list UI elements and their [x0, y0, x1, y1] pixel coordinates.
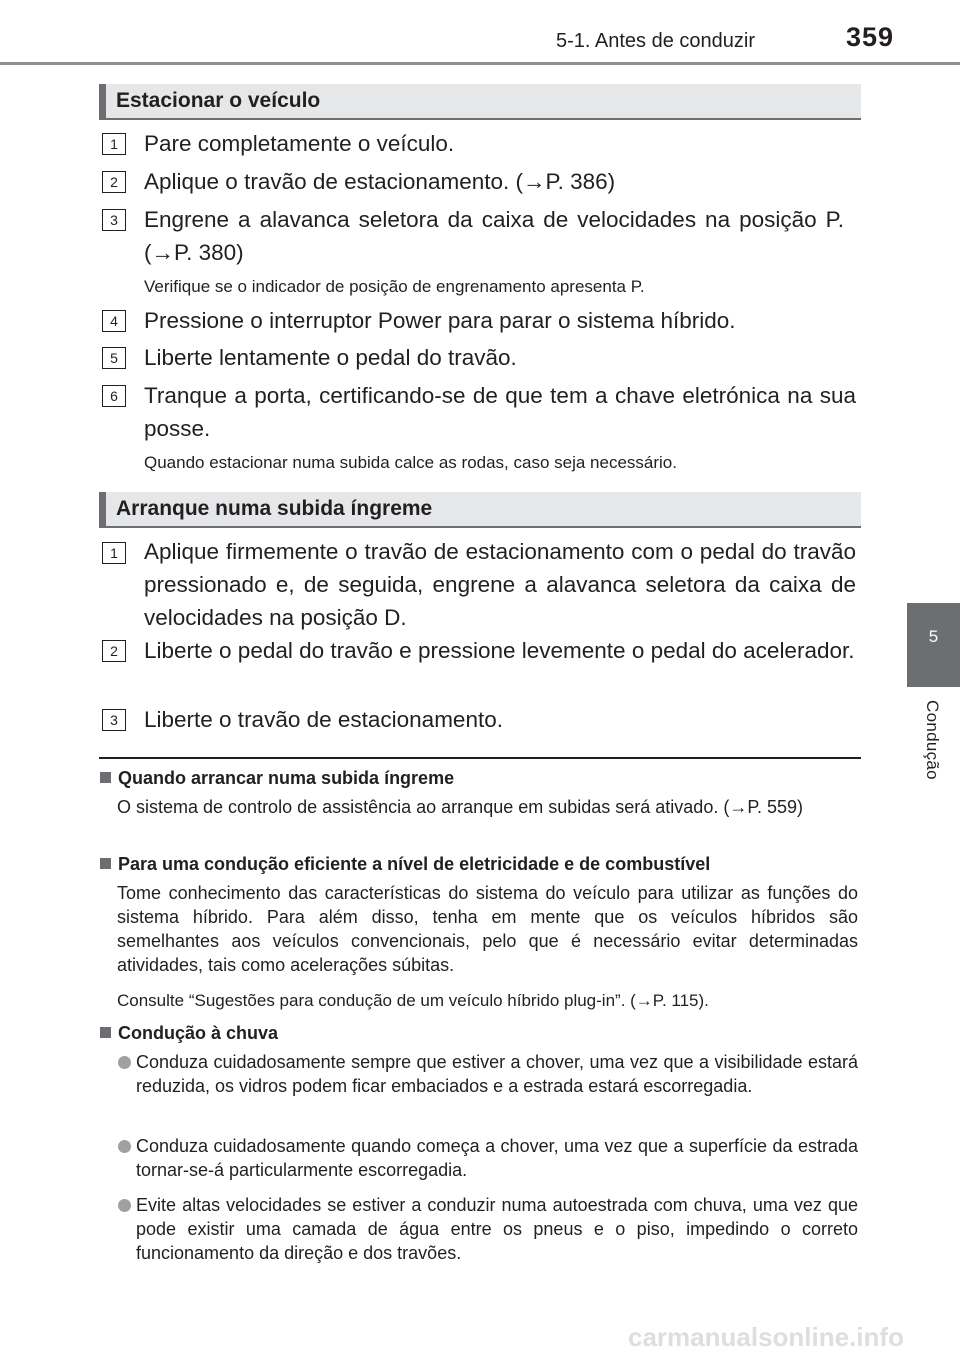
note-extra: Consulte “Sugestões para condução de um veículo híbrido plug-in”. (→P. 115). [117, 991, 709, 1010]
note-title: Quando arrancar numa subida íngreme [118, 768, 455, 788]
section-heading-uphill [99, 492, 861, 528]
step-note: Verifique se o indicador de posição de engrenamento apresenta P. [144, 277, 645, 296]
chapter-tab[interactable] [907, 603, 960, 687]
bullet-dot-icon [118, 1199, 131, 1212]
section-heading-parking [99, 84, 861, 120]
step-text: Liberte o pedal do travão e pressione levemente o pedal do acelerador. [144, 638, 855, 663]
note-body: Tome conhecimento das características do sistema do veículo para utilizar as funções do sistema híbrido. Para além disso, tenha em mente que os veículos híbridos são semelhantes aos veículos convencionais, pelo que é necessário evitar determinadas atividades, tais como acelerações súbitas. [117, 883, 858, 975]
chapter-number: 5 [928, 627, 939, 646]
note-title: Condução à chuva [118, 1023, 279, 1043]
bullet-text: Conduza cuidadosamente sempre que estiver a chover, uma vez que a visibilidade estará reduzida, os vidros podem ficar embaciados e a estrada estará escorregadia. [136, 1052, 858, 1096]
step-text: Engrene a alavanca seletora da caixa de velocidades na posição P. (→P. 380) [144, 207, 844, 265]
bullet-text: Evite altas velocidades se estiver a conduzir numa autoestrada com chuva, uma vez que pode existir uma camada de água entre os pneus e o piso, impedindo o correto funcionamento da direção e dos travões. [136, 1195, 858, 1263]
page-number: 359 [846, 22, 895, 52]
step-text: Liberte lentamente o pedal do travão. [144, 345, 517, 370]
step-number-box: 6 [102, 385, 126, 407]
watermark: carmanualsonline.info [628, 1322, 904, 1352]
step-number-box: 4 [102, 310, 126, 332]
step-number-box: 5 [102, 347, 126, 369]
note-title: Para uma condução eficiente a nível de eletricidade e de combustível [118, 854, 711, 874]
note-square-icon [100, 858, 111, 869]
step-number-box: 2 [102, 640, 126, 662]
step-number-box: 2 [102, 171, 126, 193]
bullet-dot-icon [118, 1140, 131, 1153]
header-rule [0, 62, 960, 65]
step-text: Aplique o travão de estacionamento. (→P. 386) [144, 169, 616, 194]
step-note: Quando estacionar numa subida calce as rodas, caso seja necessário. [144, 453, 677, 472]
step-text: Pare completamente o veículo. [144, 131, 455, 156]
step-number-box: 1 [102, 133, 126, 155]
step-text: Tranque a porta, certificando-se de que tem a chave eletrónica na sua posse. [144, 383, 856, 441]
section-heading-text: Arranque numa subida íngreme [116, 497, 433, 520]
step-text: Liberte o travão de estacionamento. [144, 707, 503, 732]
step-number-box: 1 [102, 542, 126, 564]
step-text: Aplique firmemente o travão de estacionamento com o pedal do travão pressionado e, de seguida, engrene a alavanca seletora da caixa de velocidades na posição D. [144, 539, 856, 630]
step-number-box: 3 [102, 209, 126, 231]
running-header-section: 5-1. Antes de conduzir [556, 30, 756, 52]
chapter-title: Condução [923, 700, 942, 780]
note-square-icon [100, 1027, 111, 1038]
note-body: O sistema de controlo de assistência ao arranque em subidas será ativado. (→P. 559) [117, 797, 804, 817]
notes-divider [99, 757, 861, 759]
step-text: Pressione o interruptor Power para parar o sistema híbrido. [144, 308, 736, 333]
note-square-icon [100, 772, 111, 783]
section-heading-text: Estacionar o veículo [116, 89, 321, 112]
bullet-text: Conduza cuidadosamente quando começa a chover, uma vez que a superfície da estrada tornar-se-á particularmente escorregadia. [136, 1136, 858, 1180]
bullet-dot-icon [118, 1056, 131, 1069]
step-number-box: 3 [102, 709, 126, 731]
